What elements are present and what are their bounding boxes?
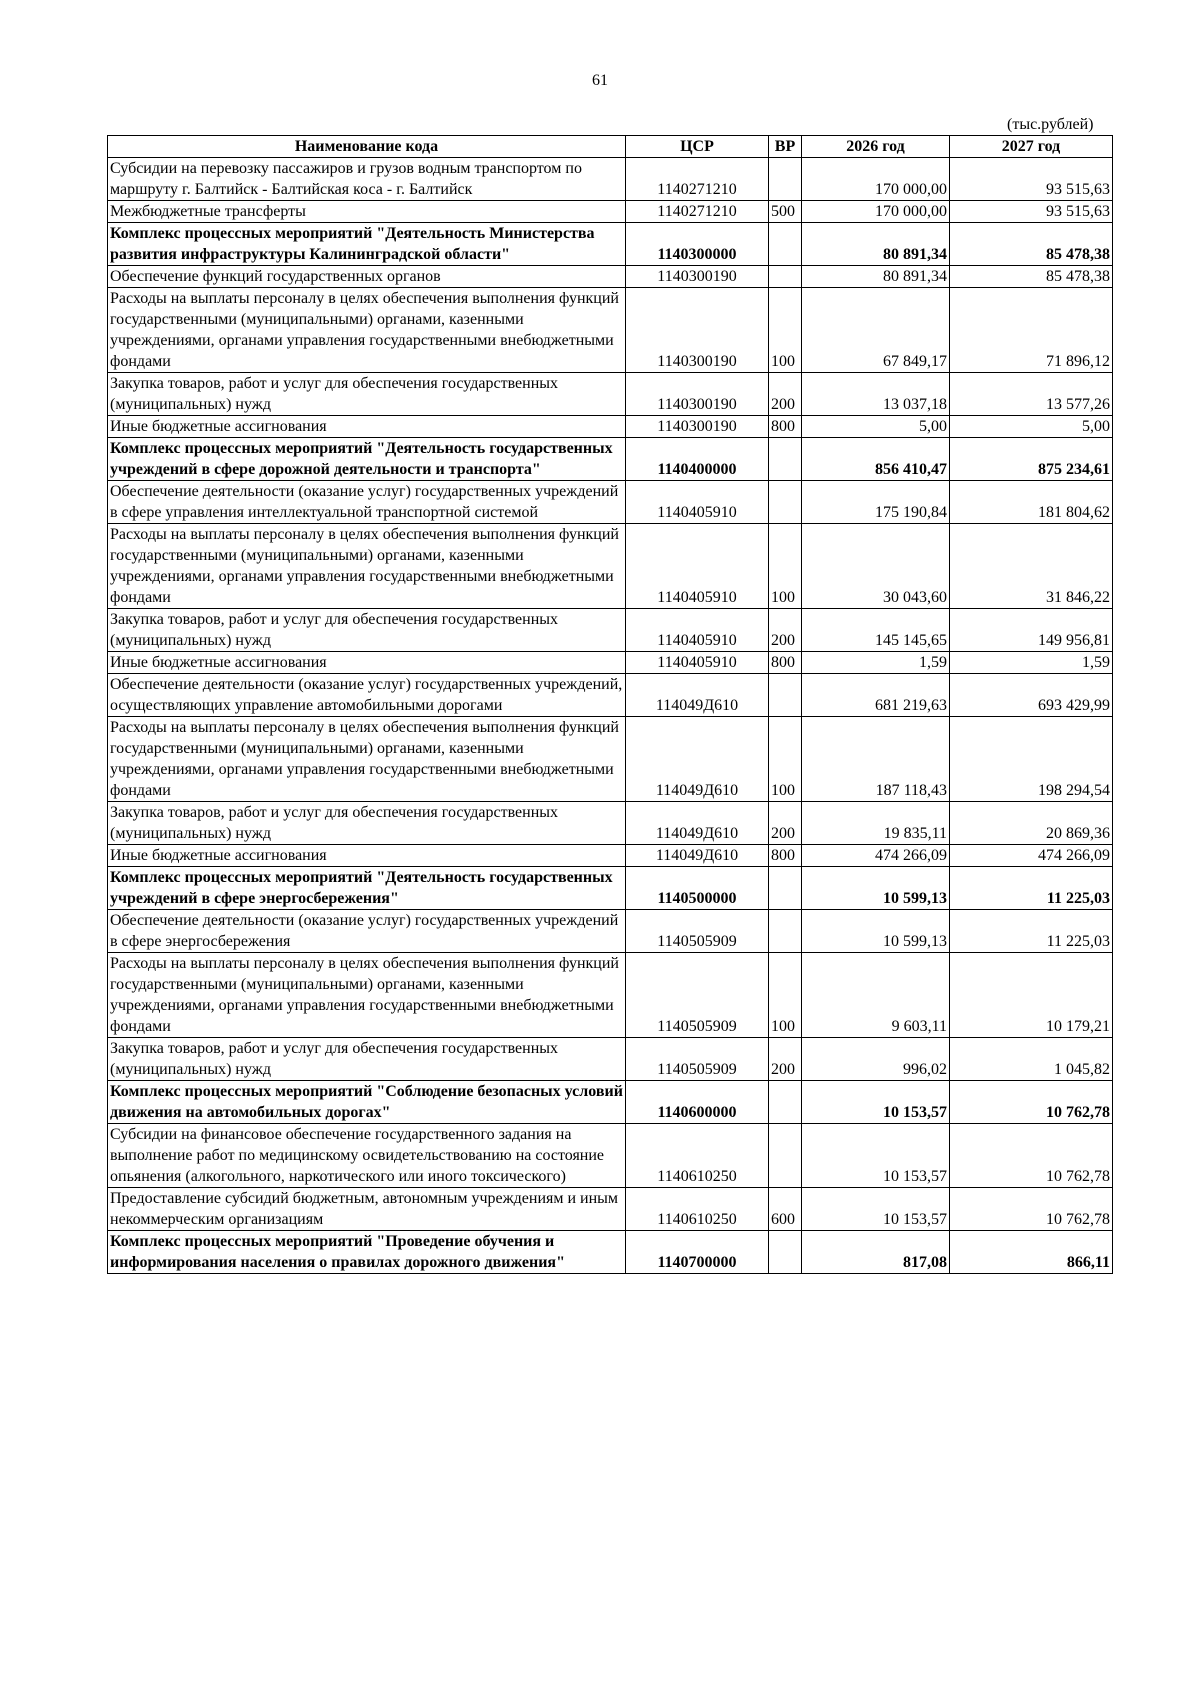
cell-2026: 1,59 [802, 652, 950, 674]
cell-vr [769, 910, 802, 953]
cell-2026: 10 153,57 [802, 1188, 950, 1231]
cell-vr: 100 [769, 288, 802, 373]
table-row [108, 845, 1113, 867]
cell-vr: 800 [769, 845, 802, 867]
cell-2027: 149 956,81 [950, 609, 1113, 652]
cell-2026: 170 000,00 [802, 158, 950, 201]
cell-name: Комплекс процессных мероприятий "Соблюдение безопасных условий движения на автомобильных дорогах" [108, 1081, 626, 1124]
cell-2027: 13 577,26 [950, 373, 1113, 416]
cell-2026: 10 153,57 [802, 1081, 950, 1124]
cell-2026: 9 603,11 [802, 953, 950, 1038]
table-row [108, 438, 1113, 481]
table-row [108, 201, 1113, 223]
cell-csr: 1140500000 [626, 867, 769, 910]
cell-2026: 10 153,57 [802, 1124, 950, 1188]
cell-2027: 93 515,63 [950, 158, 1113, 201]
cell-name: Расходы на выплаты персоналу в целях обеспечения выполнения функций государственными (муниципальными) органами, казенными учреждениями, органами управления государственными внебюджетными фондами [108, 288, 626, 373]
cell-name: Комплекс процессных мероприятий "Деятельность государственных учреждений в сфере дорожной деятельности и транспорта" [108, 438, 626, 481]
table-row [108, 609, 1113, 652]
cell-2027: 11 225,03 [950, 910, 1113, 953]
cell-vr [769, 158, 802, 201]
cell-name: Обеспечение функций государственных органов [108, 266, 626, 288]
cell-vr: 100 [769, 953, 802, 1038]
units-label: (тыс.рублей) [1007, 116, 1094, 133]
cell-name: Закупка товаров, работ и услуг для обеспечения государственных (муниципальных) нужд [108, 373, 626, 416]
cell-name: Обеспечение деятельности (оказание услуг) государственных учреждений в сфере энергосбережения [108, 910, 626, 953]
cell-name: Обеспечение деятельности (оказание услуг) государственных учреждений в сфере управления интеллектуальной транспортной системой [108, 481, 626, 524]
cell-2026: 187 118,43 [802, 717, 950, 802]
header-csr: ЦСР [626, 136, 769, 158]
cell-vr [769, 223, 802, 266]
cell-2027: 198 294,54 [950, 717, 1113, 802]
cell-vr [769, 674, 802, 717]
cell-2026: 30 043,60 [802, 524, 950, 609]
table-row [108, 288, 1113, 373]
table-row [108, 1081, 1113, 1124]
cell-2027: 875 234,61 [950, 438, 1113, 481]
cell-vr: 200 [769, 1038, 802, 1081]
cell-2027: 20 869,36 [950, 802, 1113, 845]
table-header-row [108, 136, 1113, 158]
cell-vr [769, 1124, 802, 1188]
cell-2026: 170 000,00 [802, 201, 950, 223]
table-row [108, 910, 1113, 953]
cell-2026: 19 835,11 [802, 802, 950, 845]
cell-2027: 11 225,03 [950, 867, 1113, 910]
cell-name: Закупка товаров, работ и услуг для обеспечения государственных (муниципальных) нужд [108, 1038, 626, 1081]
cell-csr: 1140405910 [626, 609, 769, 652]
cell-name: Предоставление субсидий бюджетным, автономным учреждениям и иным некоммерческим организациям [108, 1188, 626, 1231]
budget-table [107, 135, 1113, 1274]
cell-2026: 681 219,63 [802, 674, 950, 717]
cell-2027: 10 762,78 [950, 1188, 1113, 1231]
cell-2027: 71 896,12 [950, 288, 1113, 373]
cell-csr: 1140400000 [626, 438, 769, 481]
cell-2026: 10 599,13 [802, 867, 950, 910]
cell-name: Комплекс процессных мероприятий "Деятельность Министерства развития инфраструктуры Калининградской области" [108, 223, 626, 266]
cell-2027: 1 045,82 [950, 1038, 1113, 1081]
table-row [108, 717, 1113, 802]
cell-2026: 996,02 [802, 1038, 950, 1081]
table-row [108, 867, 1113, 910]
cell-2026: 10 599,13 [802, 910, 950, 953]
cell-vr [769, 1081, 802, 1124]
cell-2027: 181 804,62 [950, 481, 1113, 524]
cell-csr: 1140300190 [626, 266, 769, 288]
header-2027: 2027 год [950, 136, 1113, 158]
cell-csr: 1140300190 [626, 373, 769, 416]
cell-vr: 600 [769, 1188, 802, 1231]
cell-csr: 1140271210 [626, 201, 769, 223]
cell-csr: 114049Д610 [626, 802, 769, 845]
cell-vr [769, 266, 802, 288]
cell-2027: 10 179,21 [950, 953, 1113, 1038]
cell-csr: 1140600000 [626, 1081, 769, 1124]
cell-csr: 1140610250 [626, 1124, 769, 1188]
cell-vr: 800 [769, 652, 802, 674]
cell-vr: 200 [769, 373, 802, 416]
cell-2027: 85 478,38 [950, 223, 1113, 266]
cell-csr: 1140505909 [626, 1038, 769, 1081]
cell-csr: 1140405910 [626, 481, 769, 524]
header-name: Наименование кода [108, 136, 626, 158]
cell-2027: 5,00 [950, 416, 1113, 438]
cell-vr [769, 481, 802, 524]
table-row [108, 1038, 1113, 1081]
table-row [108, 1188, 1113, 1231]
cell-vr: 100 [769, 717, 802, 802]
cell-2026: 67 849,17 [802, 288, 950, 373]
cell-2026: 80 891,34 [802, 223, 950, 266]
cell-2027: 93 515,63 [950, 201, 1113, 223]
table-body [108, 158, 1113, 1274]
cell-csr: 114049Д610 [626, 845, 769, 867]
cell-2026: 817,08 [802, 1231, 950, 1274]
cell-csr: 1140505909 [626, 953, 769, 1038]
cell-2026: 80 891,34 [802, 266, 950, 288]
cell-2027: 10 762,78 [950, 1124, 1113, 1188]
cell-name: Комплекс процессных мероприятий "Деятельность государственных учреждений в сфере энергосбережения" [108, 867, 626, 910]
table-row [108, 416, 1113, 438]
table-row [108, 1124, 1113, 1188]
cell-name: Иные бюджетные ассигнования [108, 845, 626, 867]
cell-2027: 1,59 [950, 652, 1113, 674]
table-row [108, 524, 1113, 609]
cell-csr: 1140300190 [626, 288, 769, 373]
cell-2027: 474 266,09 [950, 845, 1113, 867]
cell-name: Субсидии на финансовое обеспечение государственного задания на выполнение работ по медицинскому освидетельствованию на состояние опьянения (алкогольного, наркотического или иного токсического) [108, 1124, 626, 1188]
cell-name: Иные бюджетные ассигнования [108, 416, 626, 438]
cell-2027: 31 846,22 [950, 524, 1113, 609]
cell-name: Иные бюджетные ассигнования [108, 652, 626, 674]
cell-csr: 1140405910 [626, 524, 769, 609]
cell-2026: 13 037,18 [802, 373, 950, 416]
cell-2027: 85 478,38 [950, 266, 1113, 288]
cell-vr: 100 [769, 524, 802, 609]
cell-vr: 200 [769, 802, 802, 845]
table-row [108, 802, 1113, 845]
table-row [108, 158, 1113, 201]
cell-2027: 10 762,78 [950, 1081, 1113, 1124]
table-row [108, 223, 1113, 266]
header-2026: 2026 год [802, 136, 950, 158]
header-vr: ВР [769, 136, 802, 158]
table-row [108, 953, 1113, 1038]
page-number: 61 [592, 72, 608, 89]
cell-csr: 114049Д610 [626, 717, 769, 802]
cell-vr: 800 [769, 416, 802, 438]
cell-name: Субсидии на перевозку пассажиров и грузов водным транспортом по маршруту г. Балтийск - Балтийская коса - г. Балтийск [108, 158, 626, 201]
cell-name: Расходы на выплаты персоналу в целях обеспечения выполнения функций государственными (муниципальными) органами, казенными учреждениями, органами управления государственными внебюджетными фондами [108, 524, 626, 609]
table-row [108, 1231, 1113, 1274]
cell-name: Обеспечение деятельности (оказание услуг) государственных учреждений, осуществляющих управление автомобильными дорогами [108, 674, 626, 717]
cell-name: Закупка товаров, работ и услуг для обеспечения государственных (муниципальных) нужд [108, 609, 626, 652]
cell-vr [769, 438, 802, 481]
cell-name: Межбюджетные трансферты [108, 201, 626, 223]
cell-csr: 1140700000 [626, 1231, 769, 1274]
table-row [108, 481, 1113, 524]
cell-csr: 1140505909 [626, 910, 769, 953]
cell-name: Комплекс процессных мероприятий "Проведение обучения и информирования населения о правилах дорожного движения" [108, 1231, 626, 1274]
cell-2026: 5,00 [802, 416, 950, 438]
table-row [108, 266, 1113, 288]
cell-csr: 1140300000 [626, 223, 769, 266]
table-row [108, 652, 1113, 674]
cell-name: Расходы на выплаты персоналу в целях обеспечения выполнения функций государственными (муниципальными) органами, казенными учреждениями, органами управления государственными внебюджетными фондами [108, 717, 626, 802]
cell-vr: 200 [769, 609, 802, 652]
cell-vr [769, 1231, 802, 1274]
table-row [108, 373, 1113, 416]
cell-2026: 145 145,65 [802, 609, 950, 652]
cell-2027: 866,11 [950, 1231, 1113, 1274]
table-row [108, 674, 1113, 717]
cell-csr: 1140300190 [626, 416, 769, 438]
cell-2026: 175 190,84 [802, 481, 950, 524]
cell-csr: 1140271210 [626, 158, 769, 201]
cell-name: Расходы на выплаты персоналу в целях обеспечения выполнения функций государственными (муниципальными) органами, казенными учреждениями, органами управления государственными внебюджетными фондами [108, 953, 626, 1038]
cell-name: Закупка товаров, работ и услуг для обеспечения государственных (муниципальных) нужд [108, 802, 626, 845]
cell-2027: 693 429,99 [950, 674, 1113, 717]
cell-2026: 474 266,09 [802, 845, 950, 867]
cell-csr: 1140610250 [626, 1188, 769, 1231]
cell-vr: 500 [769, 201, 802, 223]
cell-csr: 1140405910 [626, 652, 769, 674]
cell-vr [769, 867, 802, 910]
cell-csr: 114049Д610 [626, 674, 769, 717]
cell-2026: 856 410,47 [802, 438, 950, 481]
